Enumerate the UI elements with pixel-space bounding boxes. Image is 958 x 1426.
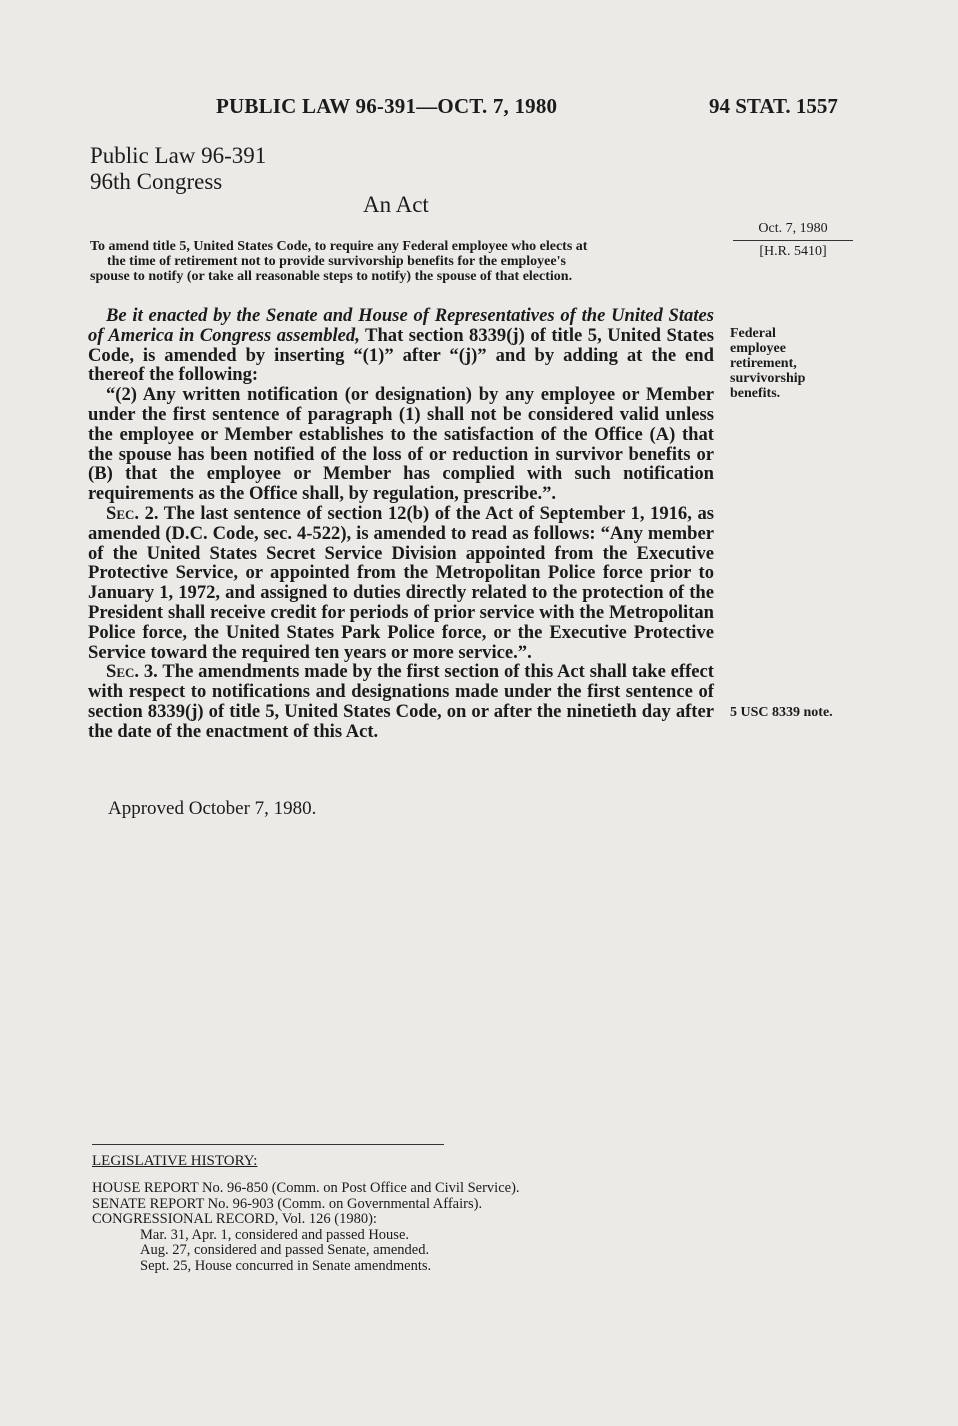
margin-topic-note [730,326,805,401]
legislative-history [92,1181,520,1274]
law-identifier [90,143,266,195]
section-1-text: That section 8339(j) of title 5, United States Code, is amended by inserting “(1)” after “(j)” and by adding at the end thereof the following: [88,324,714,386]
purpose-line: To amend title 5, United States Code, to require any Federal employee who elects at [90,239,588,254]
topic-line: survivorship [730,371,806,386]
section-3-label: Sec. 3. [106,661,158,683]
history-entry: Mar. 31, Apr. 1, considered and passed House. [140,1226,410,1243]
act-body [88,306,714,742]
section-3-text: The amendments made by the first section of this Act shall take effect with respect to notifications and designations made under the first sentence of section 8339(j) of title 5, United States Code, on or after the ninetieth day after the date of the enactment of this Act. [88,661,714,742]
section-3 [88,662,714,741]
section-1-quote: “(2) Any written notification (or designation) by any employee or Member under the first sentence of paragraph (1) shall not be considered valid unless the employee or Member establishes to the satisfaction of the Office (A) that the spouse has been notified of the loss of or reduction in survivor benefits or (B) that the employee or Member has complied with such notification requirements as the Office shall, by regulation, prescribe.”. [88,384,714,505]
section-2 [88,504,714,662]
running-title: PUBLIC LAW 96-391—OCT. 7, 1980 [216,94,558,118]
history-entry: Sept. 25, House concurred in Senate amendments. [140,1257,432,1274]
congress-number: 96th Congress [90,169,223,194]
bill-number: [H.R. 5410] [759,244,827,259]
topic-line: employee [730,341,786,356]
purpose-statement [90,239,715,284]
purpose-line: spouse to notify (or take all reasonable steps to notify) the spouse of that election. [90,269,573,284]
approval-date: Approved October 7, 1980. [108,798,317,819]
usc-margin-note: 5 USC 8339 note. [730,705,833,720]
house-report: HOUSE REPORT No. 96-850 (Comm. on Post Office and Civil Service). [92,1180,520,1196]
topic-line: benefits. [730,386,781,401]
section-2-label: Sec. 2. [106,502,159,524]
senate-report: SENATE REPORT No. 96-903 (Comm. on Governmental Affairs). [92,1195,483,1212]
topic-line: Federal [730,326,776,341]
enactment-date-block [733,220,853,261]
date-divider [733,240,853,241]
enactment-date: Oct. 7, 1980 [758,221,828,236]
purpose-line: the time of retirement not to provide survivorship benefits for the employee's [107,254,566,269]
congressional-record: CONGRESSIONAL RECORD, Vol. 126 (1980): [92,1211,377,1227]
section-2-text: The last sentence of section 12(b) of the Act of September 1, 1916, as amended (D.C. Code, sec. 4-522), is amended to read as follows: “Any member of the United States Secret Service Division appointed from the Executive Protective Service, or appointed from the Metropolitan Police force prior to January 1, 1972, and assigned to duties directly related to the protection of the President shall receive credit for periods of prior service with the Metropolitan Police force, the United States Park Police force, or the Executive Protective Service toward the required ten years or more service.”. [88,502,714,663]
enacting-clause: Be it enacted by the Senate and House of Representatives of the United States of America in Congress assembled, [88,305,714,346]
section-1 [88,306,714,385]
act-heading: An Act [363,192,429,217]
legislative-history-heading: LEGISLATIVE HISTORY: [92,1153,258,1169]
footnote-divider [92,1144,444,1145]
stat-citation: 94 STAT. 1557 [709,94,838,118]
law-number: Public Law 96-391 [90,143,267,168]
history-entry: Aug. 27, considered and passed Senate, amended. [140,1242,430,1258]
topic-line: retirement, [730,356,797,371]
